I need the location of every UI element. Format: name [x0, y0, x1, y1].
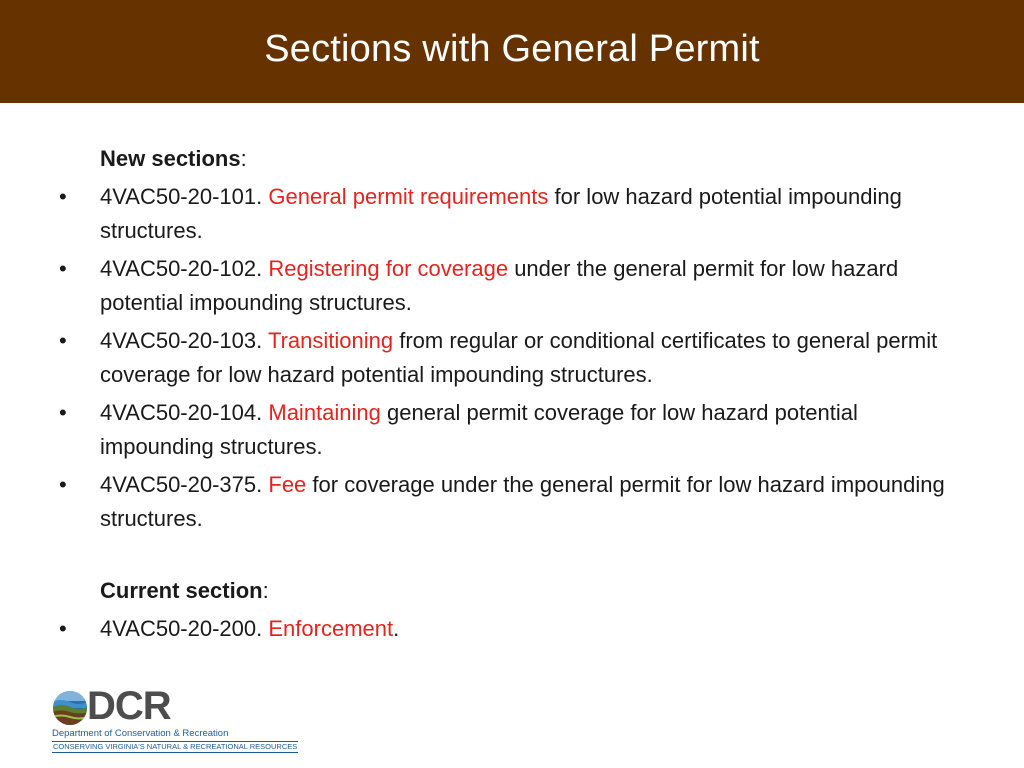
list-item: [0, 612, 1024, 646]
section-code: 4VAC50-20-102.: [100, 256, 263, 281]
section-code: 4VAC50-20-103.: [100, 328, 263, 353]
logo-department-name: Department of Conservation & Recreation: [52, 728, 229, 739]
logo-tagline: CONSERVING VIRGINIA'S NATURAL & RECREATIONAL RESOURCES: [53, 742, 298, 751]
list-item: [0, 396, 1024, 464]
section-code: 4VAC50-20-104.: [100, 400, 263, 425]
section-code: 4VAC50-20-101.: [100, 184, 263, 209]
section-description: for low hazard potential impounding structures.: [100, 184, 902, 243]
current-section-list: [0, 612, 1024, 646]
new-sections-list: [0, 180, 1024, 536]
section-description: for coverage under the general permit for low hazard impounding structures.: [100, 472, 945, 531]
section-code: 4VAC50-20-200.: [100, 616, 263, 641]
dcr-globe-icon: [52, 690, 88, 726]
logo-acronym: DCR: [87, 684, 171, 728]
list-item: [0, 324, 1024, 392]
new-sections-heading-colon: :: [240, 146, 247, 171]
section-spacer: [0, 536, 1024, 574]
slide-content: [0, 142, 1024, 646]
bullet-icon: •: [59, 472, 67, 497]
current-section-heading-text: Current section: [100, 578, 263, 603]
dcr-logo: [52, 684, 298, 754]
new-sections-heading: [0, 142, 1024, 176]
current-section-heading: [0, 574, 1024, 608]
new-sections-heading-text: New sections: [100, 146, 241, 171]
section-highlight: Registering for coverage: [268, 256, 509, 281]
list-item: [0, 252, 1024, 320]
list-item: [0, 180, 1024, 248]
section-description: .: [393, 616, 400, 641]
slide-title: Sections with General Permit: [264, 28, 760, 70]
section-highlight: General permit requirements: [268, 184, 549, 209]
section-description: general permit coverage for low hazard potential impounding structures.: [100, 400, 858, 459]
bullet-icon: •: [59, 328, 67, 353]
title-bar: [0, 0, 1024, 103]
section-highlight: Enforcement: [268, 616, 394, 641]
section-highlight: Transitioning: [267, 328, 394, 353]
section-highlight: Fee: [268, 472, 307, 497]
section-description: under the general permit for low hazard potential impounding structures.: [100, 256, 899, 315]
section-highlight: Maintaining: [268, 400, 381, 425]
section-description: from regular or conditional certificates to general permit coverage for low hazard potential impounding structures.: [100, 328, 938, 387]
list-item: [0, 468, 1024, 536]
bullet-icon: •: [59, 184, 67, 209]
current-section-heading-colon: :: [262, 578, 269, 603]
section-code: 4VAC50-20-375.: [100, 472, 263, 497]
bullet-icon: •: [59, 616, 67, 641]
bullet-icon: •: [59, 400, 67, 425]
bullet-icon: •: [59, 256, 67, 281]
